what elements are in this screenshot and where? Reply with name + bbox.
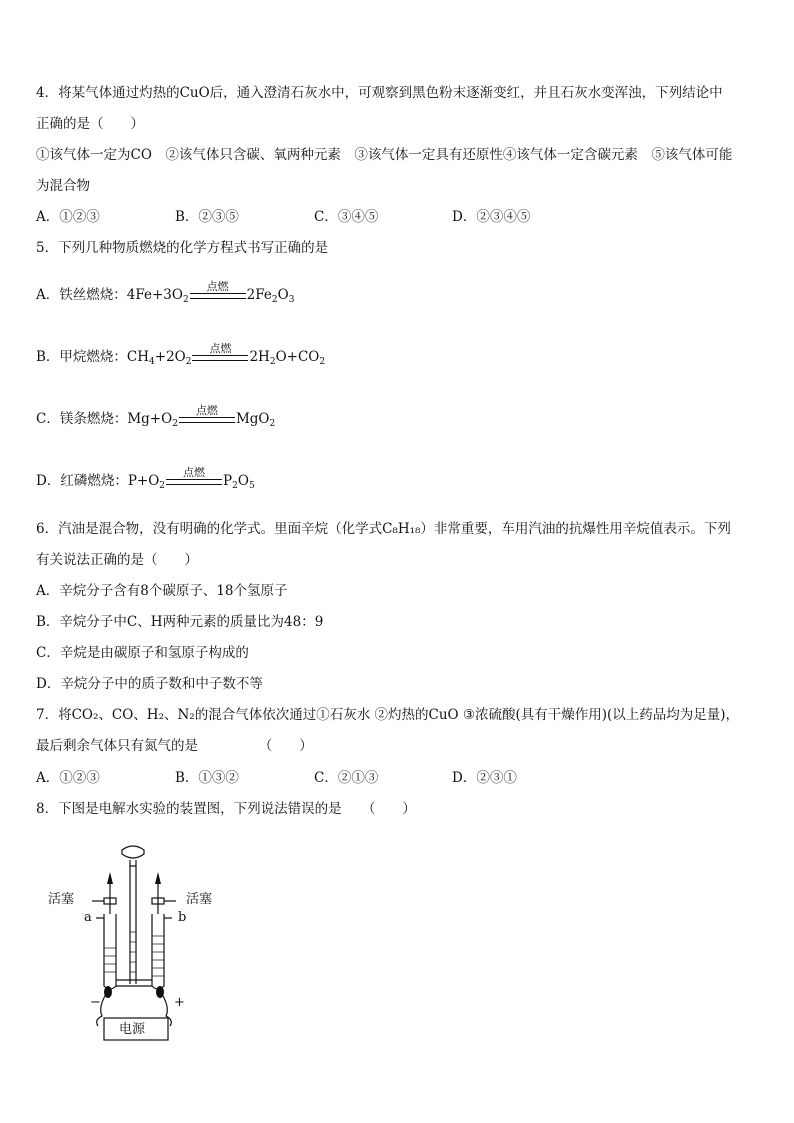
tube-b-label: b	[178, 910, 187, 925]
q4-option-b: B．②③⑤	[175, 209, 239, 225]
q5-option-b-label: B．甲烷燃烧：	[36, 349, 127, 365]
q8-stem: 8．下图是电解水实验的装置图，下列说法错误的是 （ ）	[36, 801, 416, 817]
q4-option-c: C．③④⑤	[314, 209, 379, 225]
stopcock-right-icon	[155, 872, 161, 884]
q6-option-c: C．辛烷是由碳原子和氢原子构成的	[36, 645, 249, 661]
reaction-arrow: 点燃	[192, 343, 248, 361]
tube-a-label: a	[84, 910, 92, 925]
electrolysis-diagram	[40, 836, 230, 1046]
q4-stem-line2: 正确的是（ ）	[36, 116, 144, 132]
q5-option-a-label: A．铁丝燃烧：	[36, 287, 127, 303]
funnel-bulb	[122, 846, 144, 858]
q5-option-d-label: D．红磷燃烧：	[36, 473, 128, 489]
q5-option-a: A．铁丝燃烧：$4Fe+3O_2$ 点燃 $2Fe_2O_3$	[36, 279, 295, 305]
reaction-arrow: 点燃	[179, 405, 235, 423]
reaction-arrow: 点燃	[190, 281, 246, 299]
electrolysis-apparatus-figure	[40, 836, 230, 1046]
q7-stem-line1: 7．将CO₂、CO、H₂、N₂的混合气体依次通过①石灰水 ②灼热的CuO ③浓硫酸(具有干燥作用)(以上药品均为足量)，	[36, 707, 740, 723]
q6-stem-line1: 6．汽油是混合物，没有明确的化学式。里面辛烷（化学式C₈H₁₈）非常重要，车用汽油的抗爆性用辛烷值表示。下列	[36, 521, 731, 537]
q4-option-a: A．①②③	[36, 209, 100, 225]
q7-option-b: B．①③②	[175, 770, 239, 786]
q6-stem-line2: 有关说法正确的是（ ）	[36, 552, 198, 568]
stopcock-right-label: 活塞	[186, 892, 213, 907]
q5-stem: 5．下列几种物质燃烧的化学方程式书写正确的是	[36, 240, 329, 256]
q6-option-a: A．辛烷分子含有8个碳原子、18个氢原子	[36, 583, 288, 599]
q6-option-b: B．辛烷分子中C、H两种元素的质量比为48：9	[36, 614, 324, 630]
q7-option-a: A．①②③	[36, 770, 100, 786]
q4-stem-line1: 4．将某气体通过灼热的CuO后，通入澄清石灰水中，可观察到黑色粉末逐渐变红，并且石灰水变浑浊，下列结论中	[36, 85, 723, 101]
q4-statements-line1: ①该气体一定为CO ②该气体只含碳、氧两种元素 ③该气体一定具有还原性④该气体一定含碳元素 ⑤该气体可能	[36, 147, 733, 163]
stopcock-left-label: 活塞	[48, 892, 75, 907]
q4-option-d: D．②③④⑤	[452, 209, 531, 225]
minus-sign: −	[90, 995, 101, 1010]
q7-option-d: D．②③①	[452, 770, 517, 786]
q6-option-d: D．辛烷分子中的质子数和中子数不等	[36, 676, 263, 692]
tube-b	[152, 914, 164, 989]
q5-option-b: B．甲烷燃烧：$CH_4+2O_2$ 点燃 $2H_2O+CO_2$	[36, 341, 326, 367]
q4-statements-line2: 为混合物	[36, 178, 90, 194]
q5-option-c-label: C．镁条燃烧：	[36, 411, 128, 427]
power-supply-label: 电源	[119, 1022, 146, 1037]
plus-sign: +	[174, 995, 185, 1010]
stopcock-left-icon	[107, 872, 113, 884]
q7-option-c: C．②①③	[314, 770, 379, 786]
q7-stem-line2: 最后剩余气体只有氮气的是 （ ）	[36, 738, 313, 754]
reaction-arrow: 点燃	[166, 467, 222, 485]
electrode-positive	[156, 986, 164, 998]
tube-a	[104, 914, 116, 989]
electrode-negative	[104, 986, 112, 998]
q5-option-c: C．镁条燃烧：$Mg+O_2$ 点燃 MgO$_2$	[36, 403, 276, 429]
q5-option-d: D．红磷燃烧：$P+O_2$ 点燃 $P_2O_5$	[36, 465, 255, 491]
